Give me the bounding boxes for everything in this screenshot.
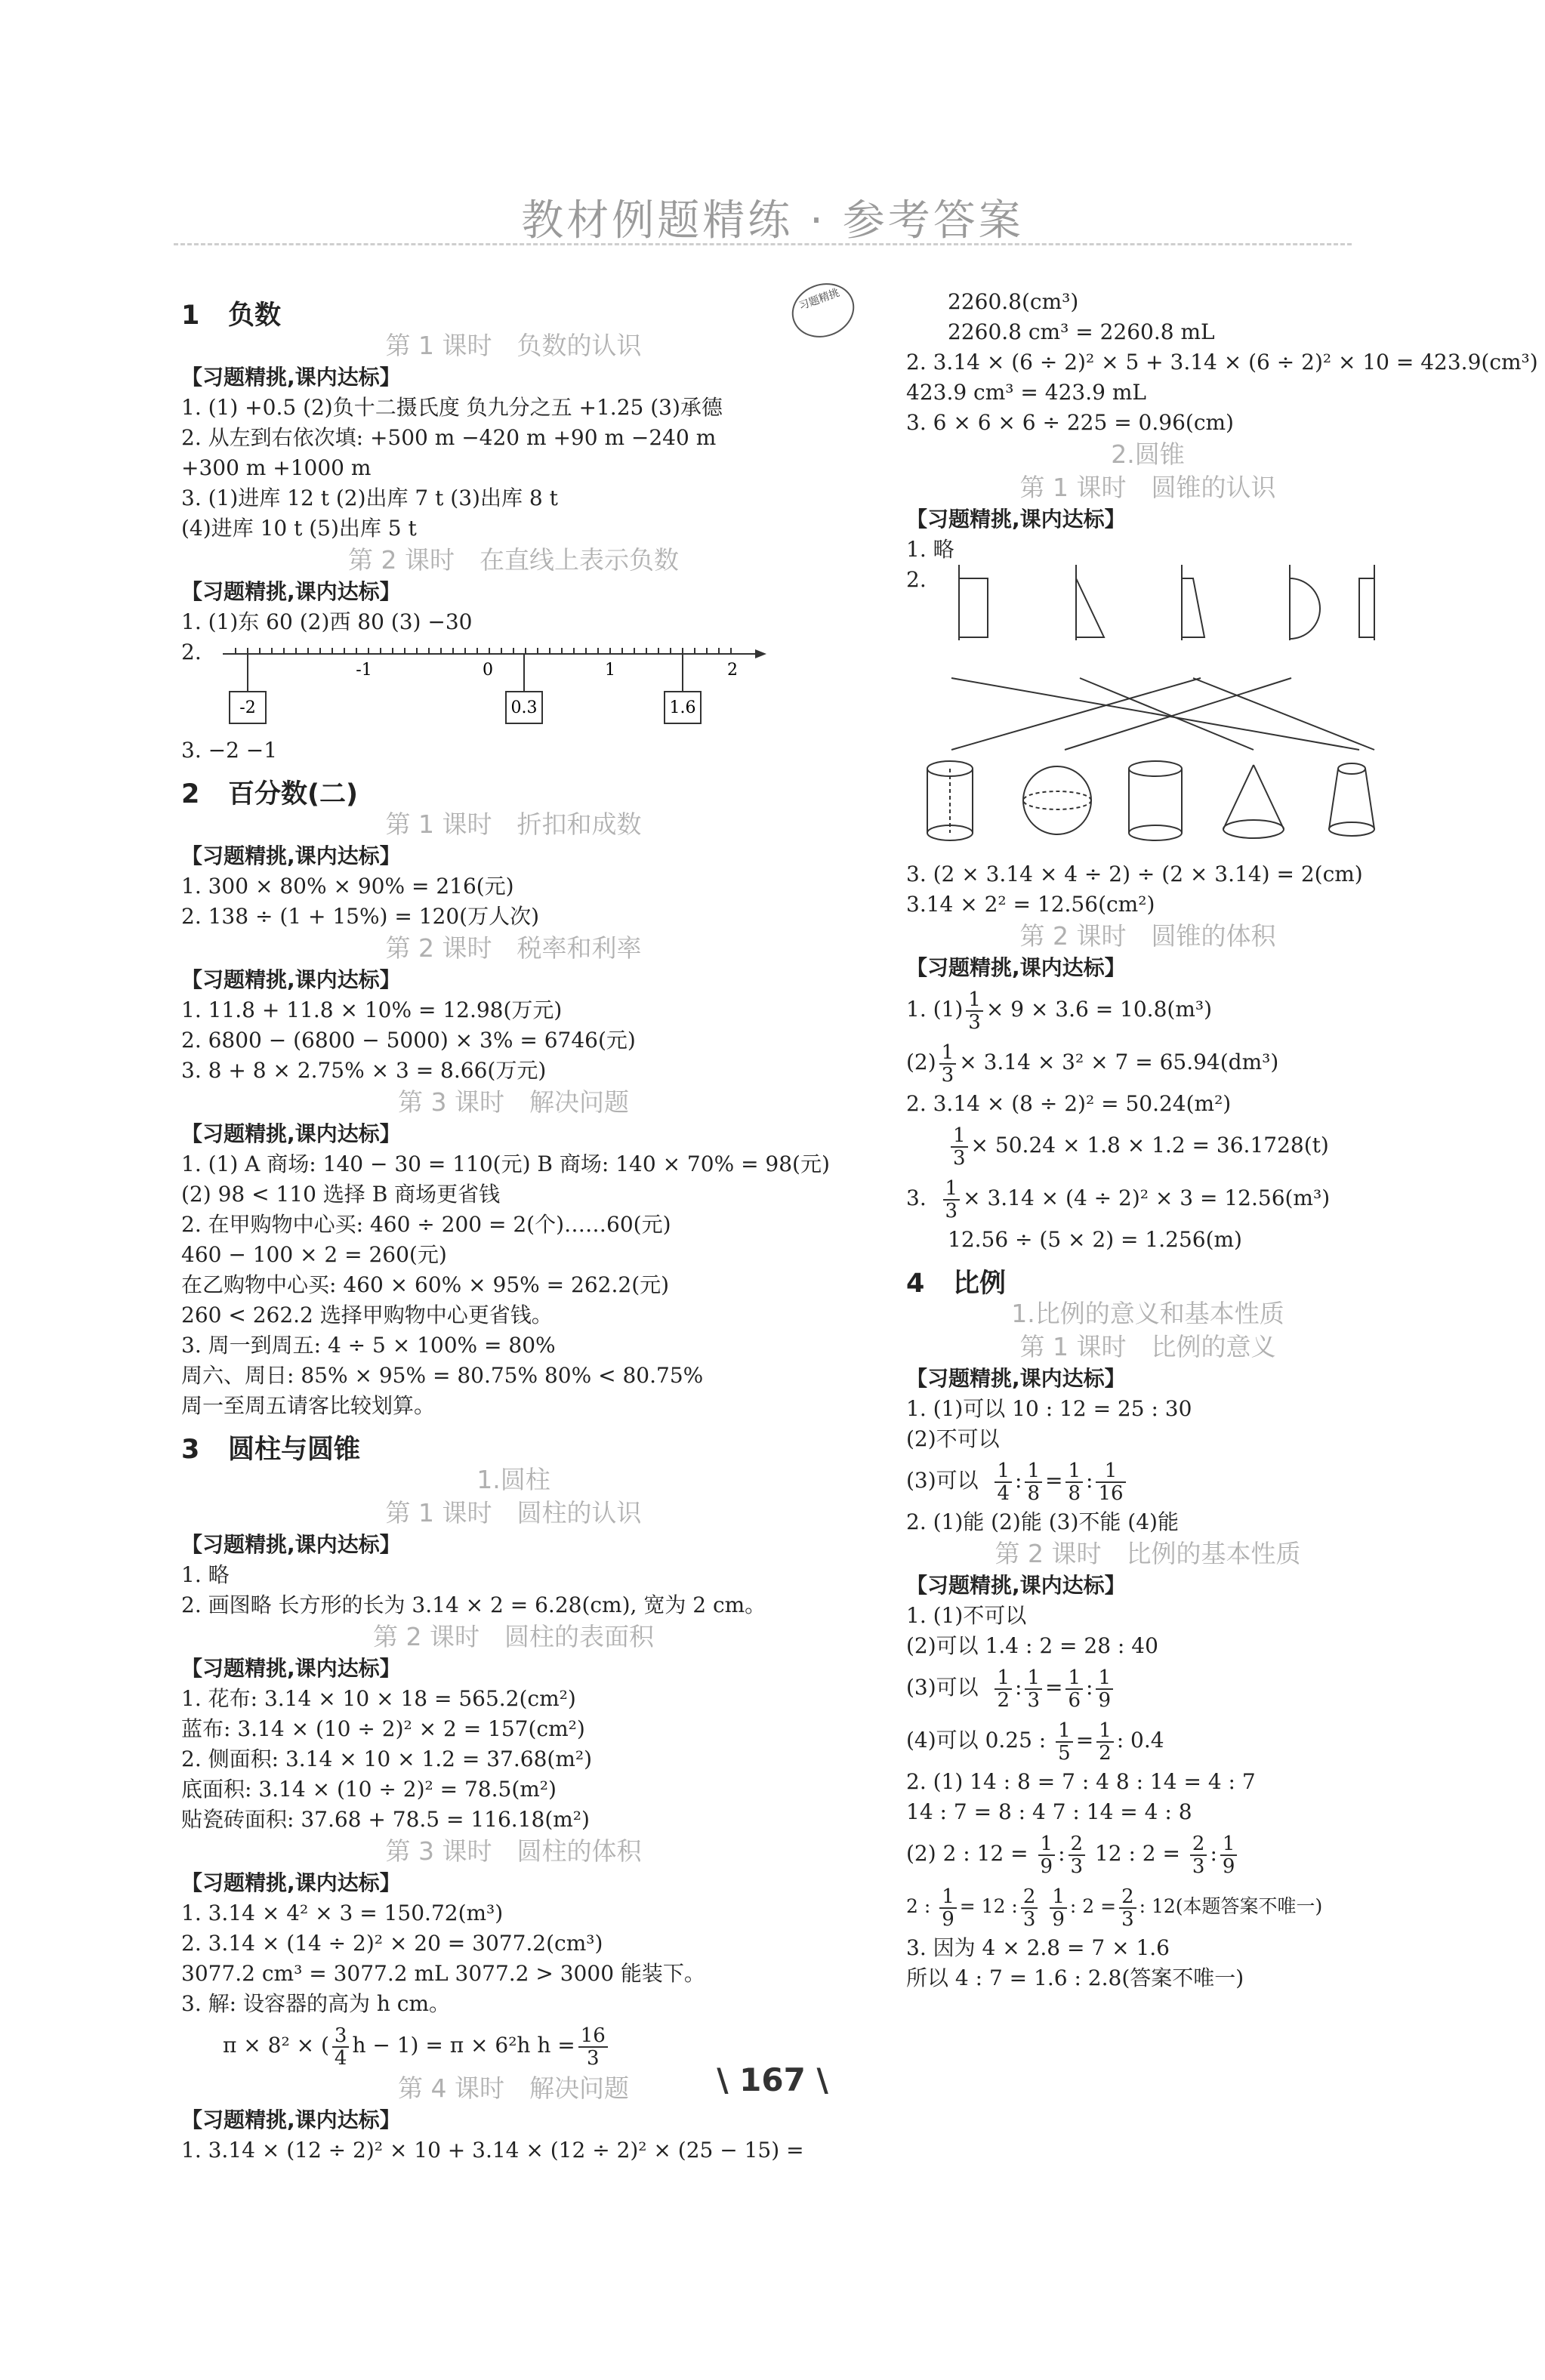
number-line-figure bbox=[181, 637, 846, 735]
fraction: $\frac{2}{3}$ bbox=[1069, 1833, 1086, 1877]
exercise-tag: 【习题精挑,课内达标】 bbox=[906, 955, 1126, 980]
answer-line: $\frac{1}{3}$ × 50.24 × 1.8 × 1.2 = 36.1728(t) bbox=[906, 1119, 1389, 1172]
fraction: $\frac{1}{9}$ bbox=[1038, 1833, 1056, 1877]
section-heading: 第 2 课时 圆柱的表面积 bbox=[373, 1622, 654, 1651]
fraction: $\frac{1}{2}$ bbox=[995, 1667, 1012, 1711]
answer-line: (2) $\frac{1}{3}$ × 3.14 × 3² × 7 = 65.94(dm³) bbox=[906, 1040, 1279, 1087]
exercise-tag: 【习题精挑,课内达标】 bbox=[181, 967, 401, 992]
section-heading: 第 1 课时 比例的意义 bbox=[1019, 1332, 1276, 1361]
section-heading: 第 2 课时 税率和利率 bbox=[385, 933, 642, 963]
answer-line: 2 : $\frac{1}{9}$ = 12 : $\frac{2}{3}$ $\frac{1}{9}$ : 2 = $\frac{2}{3}$ : 12(本题答案不唯一) bbox=[906, 1885, 1323, 1931]
exercise-tag: 【习题精挑,课内达标】 bbox=[906, 1573, 1126, 1598]
chapter-1-heading: 1 负数 bbox=[181, 301, 282, 331]
section-heading: 第 4 课时 解决问题 bbox=[398, 2073, 629, 2103]
unit-heading: 1.比例的意义和基本性质 bbox=[1011, 1299, 1284, 1328]
answer-line: (2)可以 1.4 : 2 = 28 : 40 bbox=[906, 1633, 1158, 1658]
chapter-2-heading: 2 百分数(二) bbox=[181, 779, 358, 809]
answer-line: 3. (1)进库 12 t (2)出库 7 t (3)出库 8 t bbox=[181, 486, 558, 510]
answer-line: 2260.8(cm³) bbox=[948, 289, 1079, 314]
answer-line: (3)可以 $\frac{1}{2}$ : $\frac{1}{3}$ = $\frac{1}{6}$ : $\frac{1}{9}$ bbox=[906, 1661, 1389, 1714]
answer-line: 2. 在甲购物中心买: 460 ÷ 200 = 2(个)……60(元) bbox=[181, 1212, 671, 1237]
answer-line: 1. 略 bbox=[181, 1562, 230, 1587]
left-column bbox=[181, 287, 846, 2166]
chapter-4-heading: 4 比例 bbox=[906, 1269, 1007, 1299]
chapter-3-heading: 3 圆柱与圆锥 bbox=[181, 1435, 361, 1465]
matching-figure bbox=[906, 565, 1389, 859]
exercise-tag: 【习题精挑,课内达标】 bbox=[906, 1366, 1126, 1391]
fraction: $\frac{1}{8}$ bbox=[1025, 1460, 1042, 1504]
answer-line: 2260.8 cm³ = 2260.8 mL bbox=[948, 319, 1215, 344]
answer-line: 2. 3.14 × (8 ÷ 2)² = 50.24(m²) bbox=[906, 1091, 1232, 1116]
section-heading: 第 2 课时 比例的基本性质 bbox=[995, 1539, 1301, 1568]
answer-line: 1. (1) +0.5 (2)负十二摄氏度 负九分之五 +1.25 (3)承德 bbox=[181, 395, 723, 420]
page-number: \ 167 \ bbox=[717, 2061, 828, 2098]
tick-label: 0 bbox=[483, 661, 493, 680]
exercise-tag: 【习题精挑,课内达标】 bbox=[181, 843, 401, 868]
answer-line: 1. 300 × 80% × 90% = 216(元) bbox=[181, 874, 514, 899]
cylinder-solid bbox=[927, 761, 973, 840]
exercise-tag: 【习题精挑,课内达标】 bbox=[181, 1121, 401, 1146]
answer-line: 2. (1)能 (2)能 (3)不能 (4)能 bbox=[906, 1509, 1179, 1534]
exercise-tag: 【习题精挑,课内达标】 bbox=[181, 579, 401, 604]
answer-line: 2. bbox=[906, 567, 927, 592]
answer-line: 底面积: 3.14 × (10 ÷ 2)² = 78.5(m²) bbox=[181, 1777, 557, 1802]
answer-line: 1. 略 bbox=[906, 537, 954, 562]
section-heading: 第 2 课时 在直线上表示负数 bbox=[348, 545, 679, 575]
trapezoid-shape bbox=[1182, 578, 1204, 637]
answer-line: 贴瓷砖面积: 37.68 + 78.5 = 116.18(m²) bbox=[181, 1807, 590, 1832]
number-line-svg bbox=[181, 637, 785, 735]
fraction: $\frac{1}{3}$ bbox=[939, 1042, 957, 1086]
answer-line: 1. (1)不可以 bbox=[906, 1603, 1027, 1628]
sphere-solid bbox=[1023, 766, 1091, 834]
answer-line: 3. 6 × 6 × 6 ÷ 225 = 0.96(cm) bbox=[906, 410, 1234, 435]
fraction: $\frac{1}{9}$ bbox=[1096, 1667, 1113, 1711]
cone-solid bbox=[1223, 765, 1284, 838]
answer-line: 3. 周一到周五: 4 ÷ 5 × 100% = 80% bbox=[181, 1333, 556, 1358]
title-rule bbox=[174, 243, 1352, 245]
answer-line: 1. (1)东 60 (2)西 80 (3) −30 bbox=[181, 609, 473, 634]
answer-line: 2. 侧面积: 3.14 × 10 × 1.2 = 37.68(m²) bbox=[181, 1746, 593, 1771]
fraction: $\frac{1}{3}$ bbox=[966, 989, 983, 1033]
section-heading: 第 1 课时 圆锥的认识 bbox=[1019, 473, 1276, 502]
fraction: $\frac{1}{3}$ bbox=[1025, 1667, 1042, 1711]
answer-line: (2) 2 : 12 = $\frac{1}{9}$ : $\frac{2}{3}$ 12 : 2 = $\frac{2}{3}$ : $\frac{1}{9}$ bbox=[906, 1827, 1389, 1880]
equation-line: π × 8² × ( $\frac{3}{4}$ h − 1) = π × 6²h h = $\frac{16}{3}$ bbox=[181, 2019, 846, 2072]
tick-label: 2 bbox=[727, 661, 738, 680]
fraction: $\frac{1}{4}$ bbox=[995, 1460, 1012, 1504]
answer-line: 3. 解: 设容器的高为 h cm。 bbox=[181, 1991, 451, 2016]
answer-line: 所以 4 : 7 = 1.6 : 2.8(答案不唯一) bbox=[906, 1965, 1244, 1990]
triangle-shape bbox=[1076, 578, 1104, 637]
answer-line: 1. 3.14 × (12 ÷ 2)² × 10 + 3.14 × (12 ÷ 2)² × (25 − 15) = bbox=[181, 2138, 804, 2163]
page-title: 教材例题精练 · 参考答案 bbox=[521, 196, 1024, 245]
answer-line: 3. 因为 4 × 2.8 = 7 × 1.6 bbox=[906, 1935, 1170, 1960]
exercise-tag: 【习题精挑,课内达标】 bbox=[181, 2107, 401, 2132]
fraction: $\frac{1}{5}$ bbox=[1056, 1720, 1073, 1764]
fraction: $\frac{1}{16}$ bbox=[1096, 1460, 1125, 1504]
answer-line: 12.56 ÷ (5 × 2) = 1.256(m) bbox=[948, 1227, 1242, 1252]
stamp: 习题精挑 bbox=[785, 275, 862, 347]
answer-line: (2) 98 < 110 选择 B 商场更省钱 bbox=[181, 1182, 501, 1207]
truncated-cone-solid bbox=[1329, 763, 1374, 836]
exercise-tag: 【习题精挑,课内达标】 bbox=[181, 365, 401, 390]
answer-line: 2. bbox=[181, 640, 202, 664]
fraction: $\frac{2}{3}$ bbox=[1190, 1833, 1207, 1877]
answer-line: 260 < 262.2 选择甲购物中心更省钱。 bbox=[181, 1303, 553, 1327]
answer-line: 1. 花布: 3.14 × 10 × 18 = 565.2(cm²) bbox=[181, 1686, 576, 1711]
answer-line: 3. (2 × 3.14 × 4 ÷ 2) ÷ (2 × 3.14) = 2(cm) bbox=[906, 862, 1363, 886]
rectangle-shape bbox=[959, 578, 988, 637]
marked-value-box: 0.3 bbox=[510, 698, 538, 717]
marked-value-box: -2 bbox=[239, 698, 256, 717]
right-column bbox=[906, 287, 1538, 1993]
answer-line: 2. 138 ÷ (1 + 15%) = 120(万人次) bbox=[181, 904, 540, 929]
answer-line: (4)可以 0.25 : $\frac{1}{5}$ = $\frac{1}{2}$ : 0.4 bbox=[906, 1719, 1164, 1765]
answer-line: 2. 画图略 长方形的长为 3.14 × 2 = 6.28(cm), 宽为 2 cm。 bbox=[181, 1592, 766, 1617]
fraction: $\frac{2}{3}$ bbox=[1119, 1886, 1136, 1930]
marked-value-box: 1.6 bbox=[669, 698, 696, 717]
fraction: $\frac{1}{9}$ bbox=[1220, 1833, 1238, 1877]
exercise-tag: 【习题精挑,课内达标】 bbox=[181, 1656, 401, 1681]
answer-line: 2. 6800 − (6800 − 5000) × 3% = 6746(元) bbox=[181, 1028, 636, 1053]
answer-line: 3.14 × 2² = 12.56(cm²) bbox=[906, 892, 1155, 917]
fraction: $\frac{2}{3}$ bbox=[1021, 1886, 1038, 1930]
answer-line: (2)不可以 bbox=[906, 1426, 1000, 1451]
section-heading: 第 1 课时 负数的认识 bbox=[385, 331, 642, 360]
fraction: $\frac{1}{2}$ bbox=[1096, 1720, 1114, 1764]
exercise-tag: 【习题精挑,课内达标】 bbox=[906, 507, 1126, 532]
semicircle-shape bbox=[1290, 578, 1320, 639]
fraction: $\frac{1}{9}$ bbox=[939, 1886, 957, 1930]
rotation-matching-svg bbox=[906, 565, 1389, 859]
fraction: $\frac{1}{3}$ bbox=[943, 1178, 961, 1222]
answer-line: 14 : 7 = 8 : 4 7 : 14 = 4 : 8 bbox=[906, 1799, 1192, 1824]
exercise-tag: 【习题精挑,课内达标】 bbox=[181, 1870, 401, 1895]
answer-line: 3. $\frac{1}{3}$ × 3.14 × (4 ÷ 2)² × 3 = 12.56(m³) bbox=[906, 1176, 1331, 1222]
answer-line: 423.9 cm³ = 423.9 mL bbox=[906, 380, 1146, 405]
rectangle-shape bbox=[1359, 578, 1374, 637]
fraction: $\frac{1}{9}$ bbox=[1050, 1886, 1067, 1930]
answer-line: 460 − 100 × 2 = 260(元) bbox=[181, 1242, 447, 1267]
section-heading: 第 3 课时 解决问题 bbox=[398, 1087, 629, 1117]
answer-line: 2. (1) 14 : 8 = 7 : 4 8 : 14 = 4 : 7 bbox=[906, 1769, 1256, 1794]
answer-line: +300 m +1000 m bbox=[181, 455, 372, 480]
frustum-solid bbox=[1129, 761, 1182, 840]
answer-line: 周一至周五请客比较划算。 bbox=[181, 1393, 436, 1418]
answer-line: 1. 3.14 × 4² × 3 = 150.72(m³) bbox=[181, 1901, 504, 1925]
fraction: $\frac{16}{3}$ bbox=[578, 2025, 608, 2069]
unit-heading: 1.圆柱 bbox=[476, 1465, 550, 1494]
answer-line: 1. (1) A 商场: 140 − 30 = 110(元) B 商场: 140 × 70% = 98(元) bbox=[181, 1151, 830, 1176]
tick-label: 1 bbox=[605, 661, 615, 680]
section-heading: 第 1 课时 圆柱的认识 bbox=[385, 1498, 642, 1528]
answer-line: 2. 从左到右依次填: +500 m −420 m +90 m −240 m bbox=[181, 425, 717, 450]
answer-line: 1. (1)可以 10 : 12 = 25 : 30 bbox=[906, 1396, 1192, 1421]
answer-line: 1. (1) $\frac{1}{3}$ × 9 × 3.6 = 10.8(m³) bbox=[906, 988, 1213, 1034]
exercise-tag: 【习题精挑,课内达标】 bbox=[181, 1532, 401, 1557]
tick-label: -1 bbox=[356, 661, 372, 680]
answer-line: 3. −2 −1 bbox=[181, 738, 278, 763]
answer-line: 3. 8 + 8 × 2.75% × 3 = 8.66(万元) bbox=[181, 1058, 547, 1083]
section-heading: 第 2 课时 圆锥的体积 bbox=[1019, 921, 1276, 951]
answer-line: 3077.2 cm³ = 3077.2 mL 3077.2 > 3000 能装下。 bbox=[181, 1961, 705, 1986]
section-heading: 第 3 课时 圆柱的体积 bbox=[385, 1836, 642, 1866]
unit-heading: 2.圆锥 bbox=[1111, 439, 1185, 469]
answer-line: 在乙购物中心买: 460 × 60% × 95% = 262.2(元) bbox=[181, 1272, 670, 1297]
fraction: $\frac{1}{8}$ bbox=[1065, 1460, 1083, 1504]
answer-line: 1. 11.8 + 11.8 × 10% = 12.98(万元) bbox=[181, 997, 563, 1022]
answer-line: 蓝布: 3.14 × (10 ÷ 2)² × 2 = 157(cm²) bbox=[181, 1716, 585, 1741]
answer-line: 2. 3.14 × (6 ÷ 2)² × 5 + 3.14 × (6 ÷ 2)² × 10 = 423.9(cm³) bbox=[906, 350, 1538, 375]
fraction: $\frac{1}{3}$ bbox=[951, 1125, 968, 1169]
fraction: $\frac{1}{6}$ bbox=[1065, 1667, 1083, 1711]
answer-line: 2. 3.14 × (14 ÷ 2)² × 20 = 3077.2(cm³) bbox=[181, 1931, 603, 1956]
answer-line: (4)进库 10 t (5)出库 5 t bbox=[181, 516, 417, 541]
answer-line: (3)可以 $\frac{1}{4}$ : $\frac{1}{8}$ = $\frac{1}{8}$ : $\frac{1}{16}$ bbox=[906, 1454, 1389, 1507]
section-heading: 第 1 课时 折扣和成数 bbox=[385, 809, 642, 839]
answer-line: 周六、周日: 85% × 95% = 80.75% 80% < 80.75% bbox=[181, 1363, 704, 1388]
fraction: $\frac{3}{4}$ bbox=[332, 2025, 350, 2069]
